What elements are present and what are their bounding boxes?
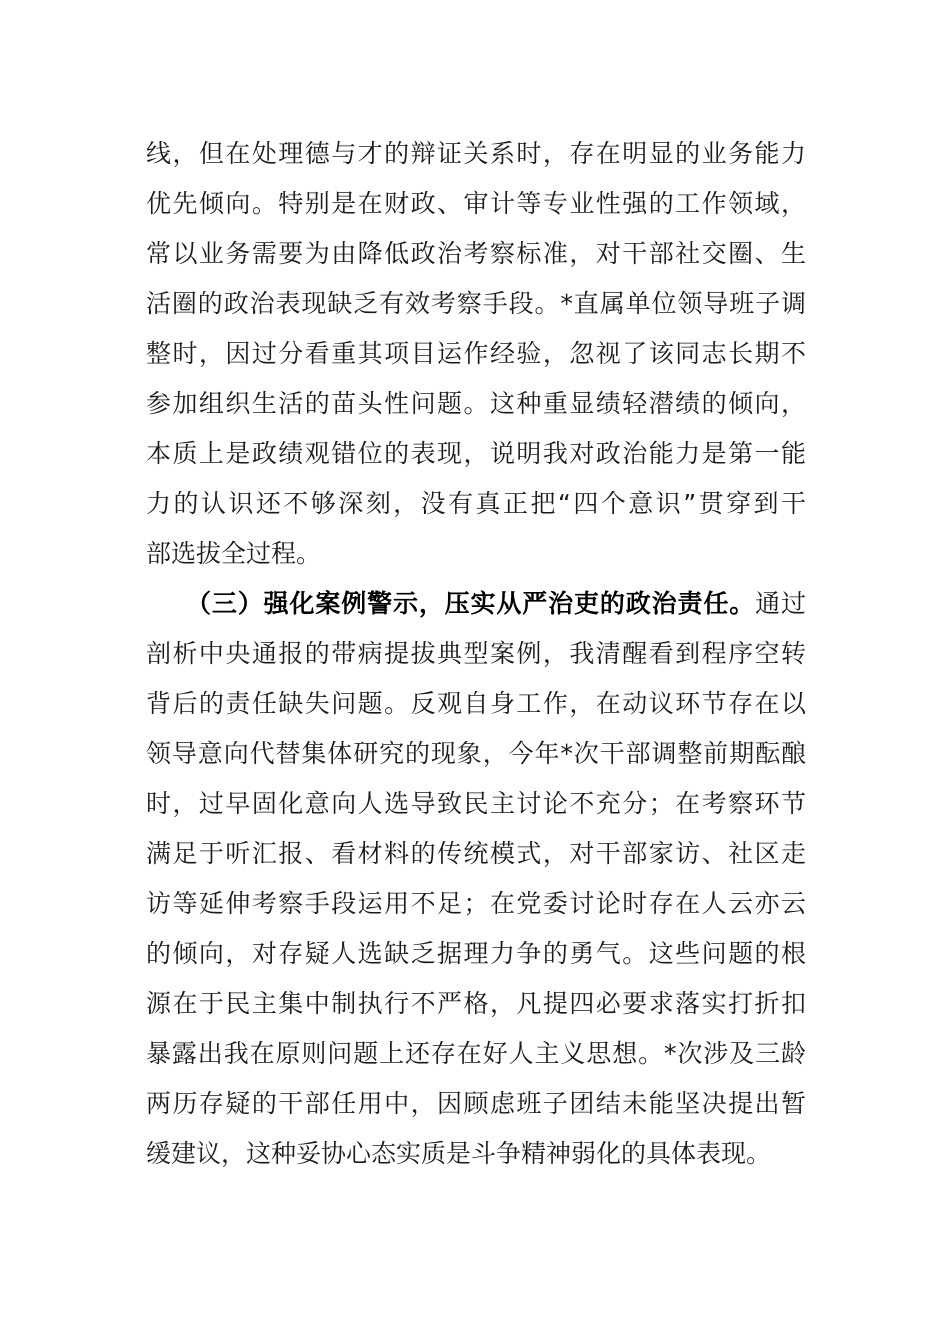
body-text-line: 缓建议，这种妥协心态实质是斗争精神弱化的具体表现。	[146, 1139, 772, 1168]
body-text-line: 线，但在处理德与才的辩证关系时，存在明显的业务能力	[146, 139, 806, 168]
body-text-line: 活圈的政治表现缺乏有效考察手段。*直属单位领导班子调	[146, 289, 806, 318]
section-heading-line	[186, 584, 806, 624]
body-text-line: 本质上是政绩观错位的表现，说明我对政治能力是第一能	[146, 439, 806, 468]
body-text-line: 优先倾向。特别是在财政、审计等专业性强的工作领域，	[146, 189, 806, 218]
body-text-line: 时，过早固化意向人选导致民主讨论不充分；在考察环节	[146, 789, 806, 818]
body-text-line: 剖析中央通报的带病提拔典型案例，我清醒看到程序空转	[146, 639, 806, 668]
body-text-line: 两历存疑的干部任用中，因顾虑班子团结未能坚决提出暂	[146, 1089, 806, 1118]
body-text-line: 力的认识还不够深刻，没有真正把“四个意识”贯穿到干	[146, 489, 806, 518]
body-text-line: 访等延伸考察手段运用不足；在党委讨论时存在人云亦云	[146, 889, 806, 918]
body-text-line: 领导意向代替集体研究的现象，今年*次干部调整前期酝酿	[146, 739, 806, 768]
body-text-line: 源在于民主集中制执行不严格，凡提四必要求落实打折扣	[146, 989, 806, 1018]
body-text-line: 背后的责任缺失问题。反观自身工作，在动议环节存在以	[146, 689, 806, 718]
body-text-line: 的倾向，对存疑人选缺乏据理力争的勇气。这些问题的根	[146, 939, 806, 968]
section-heading: （三）强化案例警示，压实从严治吏的政治责任。	[186, 589, 756, 618]
body-text-line: 常以业务需要为由降低政治考察标准，对干部社交圈、生	[146, 239, 806, 268]
body-text-line: 暴露出我在原则问题上还存在好人主义思想。*次涉及三龄	[146, 1039, 806, 1068]
body-text-line: 整时，因过分看重其项目运作经验，忽视了该同志长期不	[146, 339, 806, 368]
body-text-line: 部选拔全过程。	[146, 539, 322, 568]
heading-line-continuation: 通过	[755, 589, 806, 618]
body-text-line: 满足于听汇报、看材料的传统模式，对干部家访、社区走	[146, 839, 806, 868]
body-text-line: 参加组织生活的苗头性问题。这种重显绩轻潜绩的倾向，	[146, 389, 806, 418]
